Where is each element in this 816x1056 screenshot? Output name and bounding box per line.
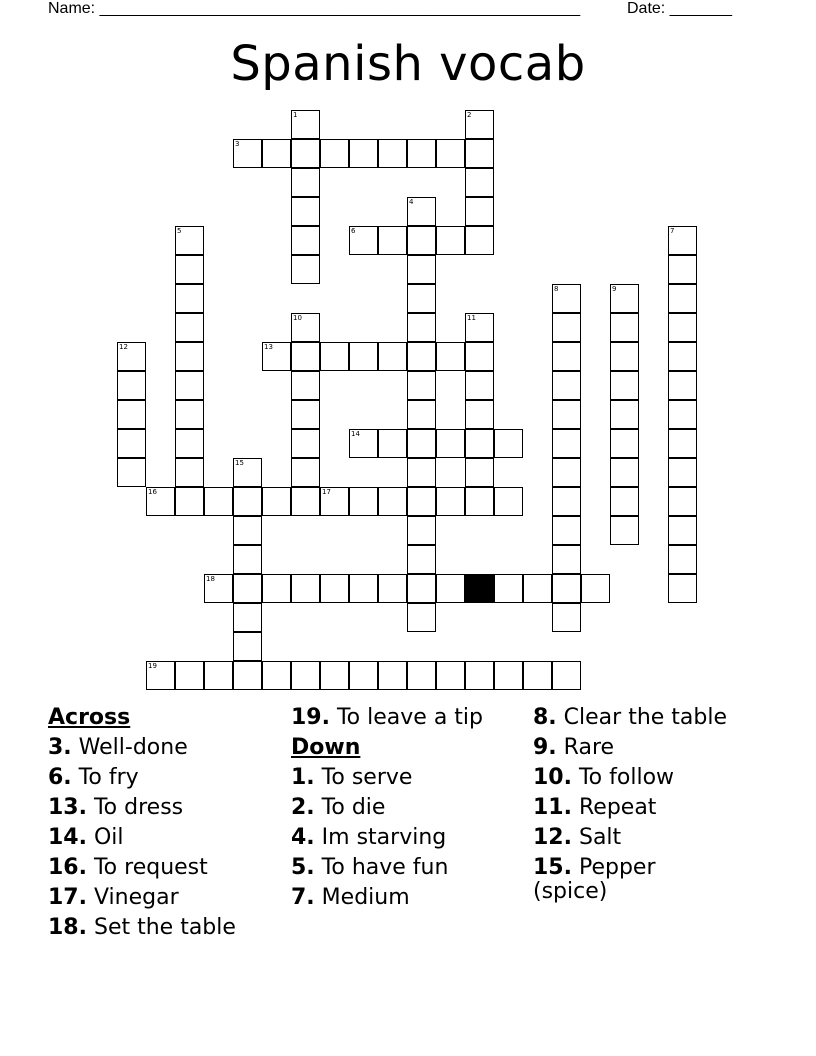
grid-cell[interactable] bbox=[552, 342, 581, 371]
grid-cell[interactable] bbox=[668, 574, 697, 603]
grid-cell[interactable] bbox=[436, 574, 465, 603]
grid-cell[interactable] bbox=[407, 226, 436, 255]
grid-cell[interactable] bbox=[407, 487, 436, 516]
grid-cell[interactable] bbox=[233, 139, 262, 168]
grid-cell[interactable] bbox=[436, 429, 465, 458]
clue-across-3: 3. Well-done bbox=[48, 735, 188, 760]
grid-cell[interactable] bbox=[610, 313, 639, 342]
grid-cell[interactable] bbox=[117, 371, 146, 400]
grid-cell[interactable] bbox=[378, 661, 407, 690]
grid-cell[interactable] bbox=[378, 574, 407, 603]
grid-cell[interactable] bbox=[291, 400, 320, 429]
grid-cell[interactable] bbox=[436, 342, 465, 371]
grid-cell[interactable] bbox=[465, 458, 494, 487]
cell-number: 12 bbox=[119, 343, 128, 351]
grid-cell[interactable] bbox=[436, 661, 465, 690]
grid-cell[interactable] bbox=[552, 574, 581, 603]
grid-cell[interactable] bbox=[668, 313, 697, 342]
grid-cell[interactable] bbox=[610, 400, 639, 429]
date-field-line[interactable]: Date: _______ bbox=[627, 0, 732, 17]
grid-cell[interactable] bbox=[320, 661, 349, 690]
grid-cell[interactable] bbox=[262, 139, 291, 168]
grid-cell[interactable] bbox=[465, 400, 494, 429]
grid-cell[interactable] bbox=[494, 429, 523, 458]
grid-cell[interactable] bbox=[407, 313, 436, 342]
grid-cell[interactable] bbox=[552, 487, 581, 516]
grid-cell[interactable] bbox=[436, 226, 465, 255]
grid-cell[interactable] bbox=[175, 371, 204, 400]
grid-cell[interactable] bbox=[610, 429, 639, 458]
grid-cell[interactable] bbox=[552, 603, 581, 632]
grid-cell[interactable] bbox=[291, 429, 320, 458]
grid-cell[interactable] bbox=[668, 545, 697, 574]
grid-cell[interactable] bbox=[117, 429, 146, 458]
clue-down-2: 2. To die bbox=[291, 795, 386, 820]
grid-cell[interactable] bbox=[407, 545, 436, 574]
grid-cell[interactable] bbox=[175, 487, 204, 516]
grid-cell[interactable] bbox=[407, 516, 436, 545]
grid-cell[interactable] bbox=[146, 487, 175, 516]
grid-cell[interactable] bbox=[233, 574, 262, 603]
cell-number: 15 bbox=[235, 459, 244, 467]
grid-cell[interactable] bbox=[465, 168, 494, 197]
grid-cell[interactable] bbox=[407, 255, 436, 284]
grid-cell[interactable] bbox=[465, 197, 494, 226]
grid-cell[interactable] bbox=[465, 371, 494, 400]
grid-cell[interactable] bbox=[552, 313, 581, 342]
grid-cell[interactable] bbox=[291, 661, 320, 690]
grid-cell[interactable] bbox=[668, 516, 697, 545]
grid-cell[interactable] bbox=[204, 487, 233, 516]
grid-cell[interactable] bbox=[262, 574, 291, 603]
grid-cell[interactable] bbox=[436, 487, 465, 516]
grid-cell[interactable] bbox=[262, 342, 291, 371]
grid-cell[interactable] bbox=[581, 574, 610, 603]
grid-cell[interactable] bbox=[291, 371, 320, 400]
grid-cell[interactable] bbox=[610, 371, 639, 400]
grid-cell[interactable] bbox=[349, 487, 378, 516]
grid-cell[interactable] bbox=[175, 661, 204, 690]
grid-cell[interactable] bbox=[233, 458, 262, 487]
grid-cell[interactable] bbox=[407, 661, 436, 690]
cell-number: 14 bbox=[351, 430, 360, 438]
grid-cell[interactable] bbox=[610, 487, 639, 516]
clue-down-9: 9. Rare bbox=[533, 735, 615, 760]
grid-cell[interactable] bbox=[668, 487, 697, 516]
grid-cell[interactable] bbox=[175, 313, 204, 342]
cell-number: 8 bbox=[554, 285, 559, 293]
grid-cell[interactable] bbox=[552, 429, 581, 458]
grid-cell[interactable] bbox=[175, 255, 204, 284]
grid-cell[interactable] bbox=[291, 342, 320, 371]
clue-across-13: 13. To dress bbox=[48, 795, 184, 820]
grid-cell[interactable] bbox=[146, 661, 175, 690]
grid-cell[interactable] bbox=[233, 545, 262, 574]
name-field-line[interactable]: Name: ______________________________________________________ bbox=[48, 0, 581, 17]
down-heading: Down bbox=[291, 735, 361, 760]
grid-cell[interactable] bbox=[117, 400, 146, 429]
grid-cell[interactable] bbox=[552, 284, 581, 313]
cell-number: 7 bbox=[670, 227, 675, 235]
grid-cell[interactable] bbox=[552, 661, 581, 690]
grid-cell[interactable] bbox=[117, 458, 146, 487]
grid-cell[interactable] bbox=[262, 661, 291, 690]
clue-column-3 bbox=[533, 703, 733, 907]
grid-cell[interactable] bbox=[291, 574, 320, 603]
grid-cell[interactable] bbox=[436, 139, 465, 168]
grid-cell[interactable] bbox=[494, 661, 523, 690]
cell-number: 19 bbox=[148, 662, 157, 670]
grid-cell[interactable] bbox=[407, 574, 436, 603]
cell-number: 3 bbox=[235, 140, 240, 148]
grid-cell[interactable] bbox=[378, 139, 407, 168]
grid-cell[interactable] bbox=[291, 487, 320, 516]
cell-number: 11 bbox=[467, 314, 476, 322]
grid-cell[interactable] bbox=[291, 110, 320, 139]
clue-column-1 bbox=[48, 703, 288, 943]
grid-cell[interactable] bbox=[668, 342, 697, 371]
grid-cell[interactable] bbox=[668, 400, 697, 429]
grid-cell[interactable] bbox=[407, 197, 436, 226]
grid-cell[interactable] bbox=[668, 226, 697, 255]
clue-across-18: 18. Set the table bbox=[48, 915, 236, 940]
grid-cell[interactable] bbox=[291, 313, 320, 342]
grid-cell[interactable] bbox=[610, 284, 639, 313]
grid-cell-black bbox=[465, 574, 494, 603]
grid-cell[interactable] bbox=[320, 342, 349, 371]
grid-cell[interactable] bbox=[233, 661, 262, 690]
grid-cell[interactable] bbox=[494, 487, 523, 516]
clue-across-16: 16. To request bbox=[48, 855, 208, 880]
grid-cell[interactable] bbox=[407, 139, 436, 168]
grid-cell[interactable] bbox=[465, 313, 494, 342]
grid-cell[interactable] bbox=[204, 661, 233, 690]
grid-cell[interactable] bbox=[349, 429, 378, 458]
cell-number: 9 bbox=[612, 285, 617, 293]
grid-cell[interactable] bbox=[378, 429, 407, 458]
grid-cell[interactable] bbox=[465, 110, 494, 139]
grid-cell[interactable] bbox=[407, 400, 436, 429]
clue-down-11: 11. Repeat bbox=[533, 795, 657, 820]
grid-cell[interactable] bbox=[349, 574, 378, 603]
grid-cell[interactable] bbox=[175, 284, 204, 313]
grid-cell[interactable] bbox=[349, 139, 378, 168]
grid-cell[interactable] bbox=[552, 516, 581, 545]
clue-down-8: 8. Clear the table bbox=[533, 705, 728, 730]
cell-number: 2 bbox=[467, 111, 472, 119]
clue-across-17: 17. Vinegar bbox=[48, 885, 179, 910]
grid-cell[interactable] bbox=[117, 342, 146, 371]
grid-cell[interactable] bbox=[320, 574, 349, 603]
cell-number: 4 bbox=[409, 198, 414, 206]
grid-cell[interactable] bbox=[668, 371, 697, 400]
clue-down-1: 1. To serve bbox=[291, 765, 413, 790]
grid-cell[interactable] bbox=[233, 632, 262, 661]
clue-down-12: 12. Salt bbox=[533, 825, 622, 850]
grid-cell[interactable] bbox=[204, 574, 233, 603]
grid-cell[interactable] bbox=[465, 226, 494, 255]
grid-cell[interactable] bbox=[349, 342, 378, 371]
clue-down-10: 10. To follow bbox=[533, 765, 675, 790]
cell-number: 10 bbox=[293, 314, 302, 322]
clue-down-4: 4. Im starving bbox=[291, 825, 447, 850]
grid-cell[interactable] bbox=[465, 661, 494, 690]
grid-cell[interactable] bbox=[407, 603, 436, 632]
grid-cell[interactable] bbox=[291, 168, 320, 197]
grid-cell[interactable] bbox=[552, 400, 581, 429]
grid-cell[interactable] bbox=[175, 342, 204, 371]
clue-across-6: 6. To fry bbox=[48, 765, 139, 790]
grid-cell[interactable] bbox=[320, 139, 349, 168]
grid-cell[interactable] bbox=[494, 574, 523, 603]
grid-cell[interactable] bbox=[291, 197, 320, 226]
grid-cell[interactable] bbox=[407, 284, 436, 313]
grid-cell[interactable] bbox=[407, 342, 436, 371]
grid-cell[interactable] bbox=[552, 545, 581, 574]
grid-cell[interactable] bbox=[378, 487, 407, 516]
clue-down-15: 15. Pepper (spice) bbox=[533, 855, 656, 904]
grid-cell[interactable] bbox=[175, 400, 204, 429]
cell-number: 18 bbox=[206, 575, 215, 583]
grid-cell[interactable] bbox=[378, 226, 407, 255]
grid-cell[interactable] bbox=[668, 429, 697, 458]
grid-cell[interactable] bbox=[291, 255, 320, 284]
grid-cell[interactable] bbox=[378, 342, 407, 371]
grid-cell[interactable] bbox=[523, 661, 552, 690]
across-heading: Across bbox=[48, 705, 131, 730]
grid-cell[interactable] bbox=[175, 458, 204, 487]
grid-cell[interactable] bbox=[262, 487, 291, 516]
grid-cell[interactable] bbox=[552, 458, 581, 487]
grid-cell[interactable] bbox=[349, 226, 378, 255]
grid-cell[interactable] bbox=[465, 139, 494, 168]
cell-number: 13 bbox=[264, 343, 273, 351]
grid-cell[interactable] bbox=[465, 342, 494, 371]
grid-cell[interactable] bbox=[610, 342, 639, 371]
grid-cell[interactable] bbox=[291, 458, 320, 487]
grid-cell[interactable] bbox=[465, 429, 494, 458]
clue-across-19: 19. To leave a tip bbox=[291, 705, 483, 730]
clue-column-2 bbox=[291, 703, 531, 913]
grid-cell[interactable] bbox=[291, 226, 320, 255]
grid-cell[interactable] bbox=[610, 458, 639, 487]
grid-cell[interactable] bbox=[552, 371, 581, 400]
cell-number: 5 bbox=[177, 227, 182, 235]
grid-cell[interactable] bbox=[523, 574, 552, 603]
grid-cell[interactable] bbox=[465, 487, 494, 516]
cell-number: 17 bbox=[322, 488, 331, 496]
clue-down-7: 7. Medium bbox=[291, 885, 410, 910]
cell-number: 1 bbox=[293, 111, 298, 119]
cell-number: 6 bbox=[351, 227, 356, 235]
grid-cell[interactable] bbox=[407, 371, 436, 400]
grid-cell[interactable] bbox=[320, 487, 349, 516]
grid-cell[interactable] bbox=[175, 226, 204, 255]
grid-cell[interactable] bbox=[610, 516, 639, 545]
grid-cell[interactable] bbox=[233, 487, 262, 516]
grid-cell[interactable] bbox=[668, 255, 697, 284]
page-title: Spanish vocab bbox=[230, 36, 586, 92]
grid-cell[interactable] bbox=[407, 429, 436, 458]
grid-cell[interactable] bbox=[233, 516, 262, 545]
grid-cell[interactable] bbox=[407, 458, 436, 487]
grid-cell[interactable] bbox=[291, 139, 320, 168]
clue-down-5: 5. To have fun bbox=[291, 855, 449, 880]
grid-cell[interactable] bbox=[668, 284, 697, 313]
grid-cell[interactable] bbox=[349, 661, 378, 690]
grid-cell[interactable] bbox=[668, 458, 697, 487]
grid-cell[interactable] bbox=[233, 603, 262, 632]
grid-cell[interactable] bbox=[175, 429, 204, 458]
cell-number: 16 bbox=[148, 488, 157, 496]
clue-across-14: 14. Oil bbox=[48, 825, 124, 850]
